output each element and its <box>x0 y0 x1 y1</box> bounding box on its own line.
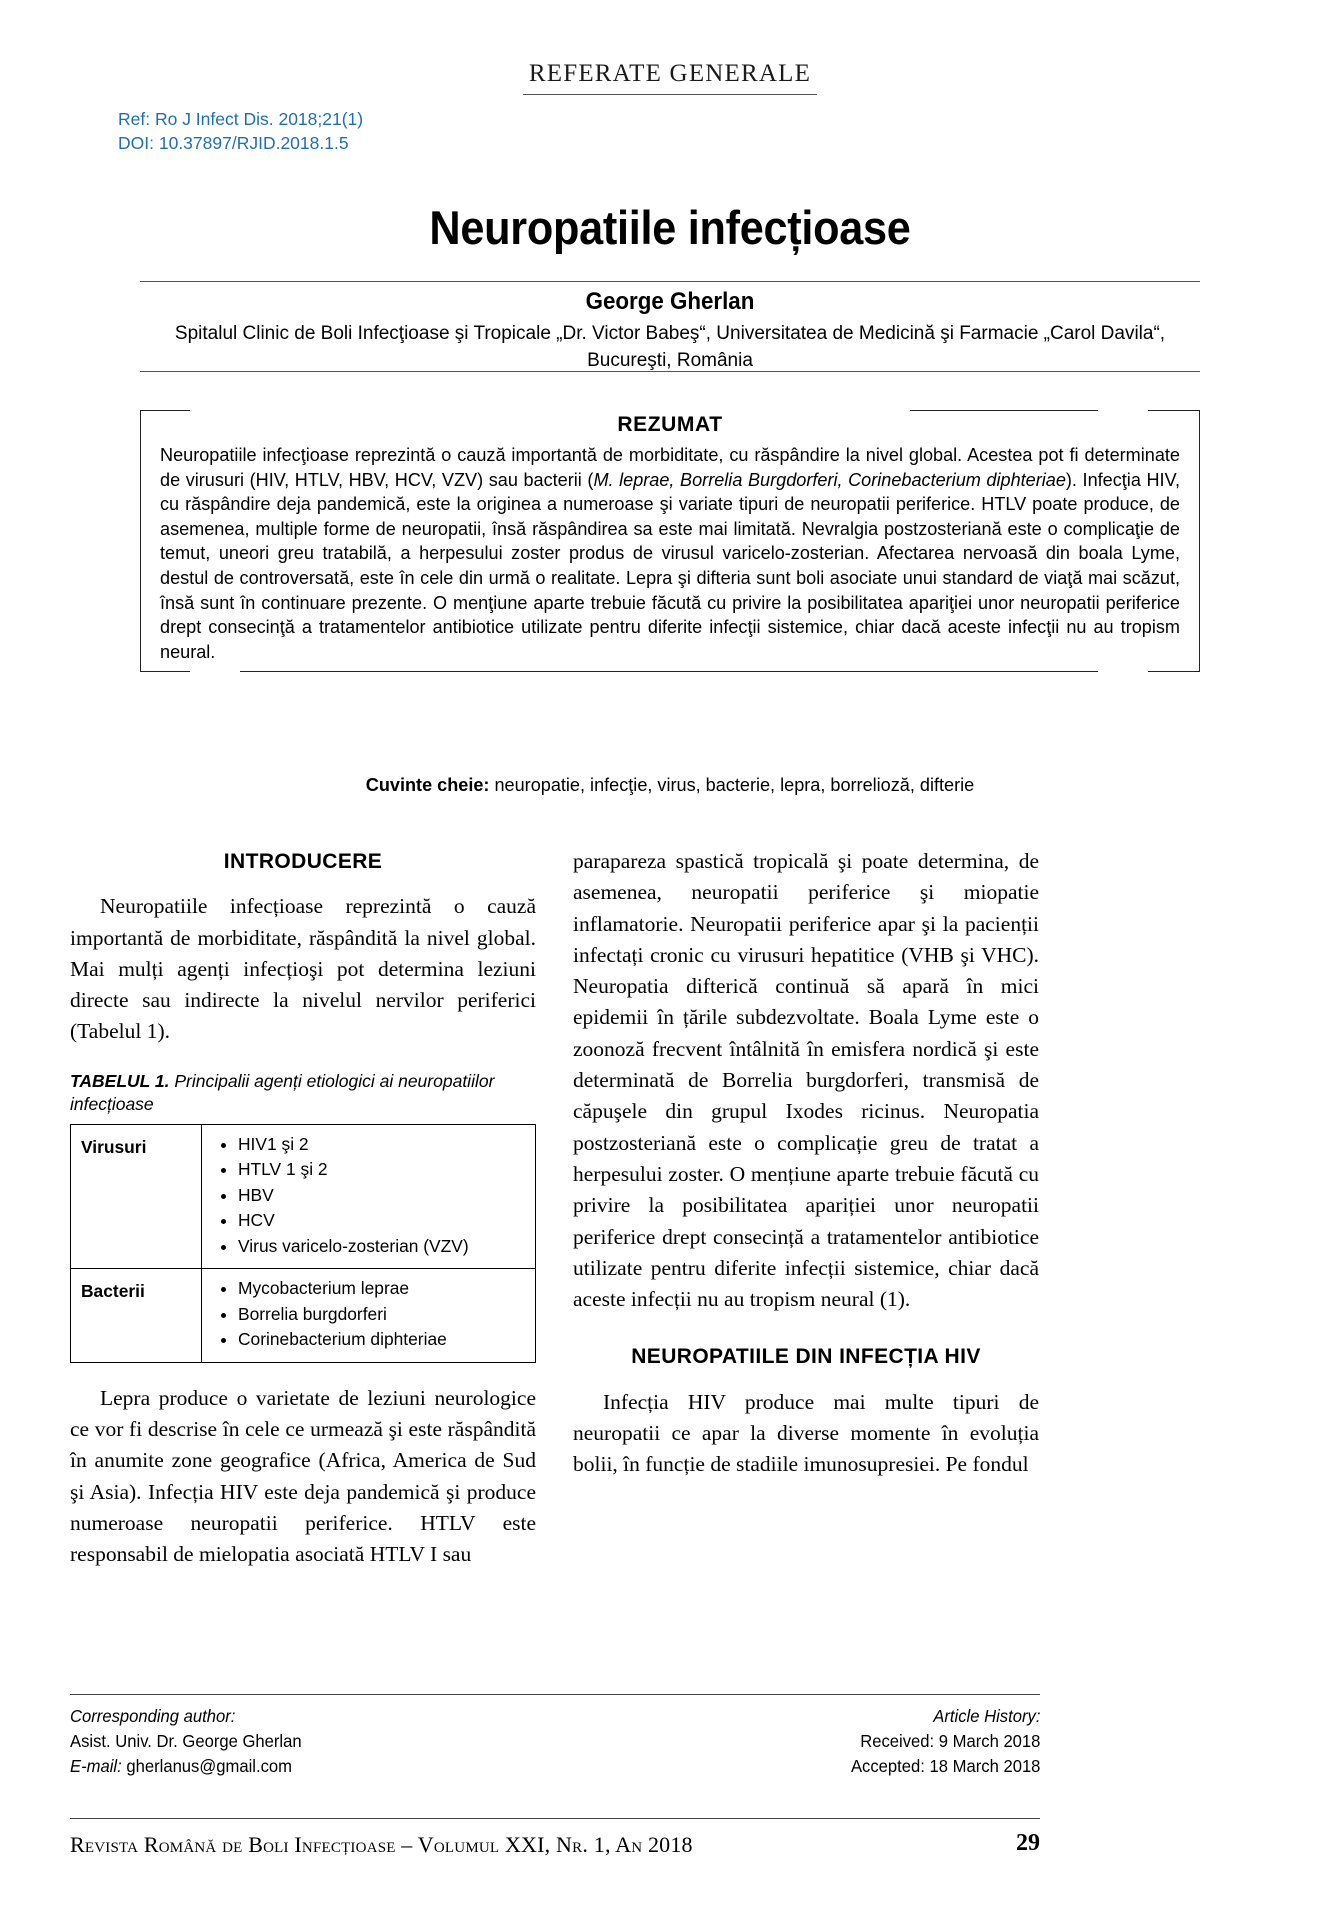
bacteria-list <box>212 1276 527 1353</box>
author-divider-bottom <box>140 371 1200 372</box>
article-received-date: Received: 9 March 2018 <box>859 1731 1040 1751</box>
abstract-corner-notch-bottom-left <box>190 668 240 674</box>
table-cell-category: Bacterii <box>71 1269 202 1363</box>
section-heading-hiv: NEUROPATIILE DIN INFECȚIA HIV <box>631 1345 981 1369</box>
paragraph-right-2: Infecția HIV produce mai multe tipuri de neuropatii ce apar la diverse momente în evoluția bolii, în funcție de stadiile imunosupresiei. Pe fondul <box>573 1389 1039 1477</box>
abstract-text-part2: ). Infecţia HIV, cu răspândire deja pandemică, este la originea a numeroase şi variate tipuri de neuropatii periferice. HTLV poate produce, de asemenea, multiple forme de neuropatii, însă răspândirea sa este mai limitată. Nevralgia postzosteriană este o complicaţie de temut, uneori greu tratabilă, a herpesului zoster produs de virusul varicelo-zosterian. Afectarea nervoasă din boala Lyme, destul de controversată, este în cele din urmă o realitate. Lepra şi difteria sunt boli asociate unui standard de viaţă mai scăzut, însă sunt în continuare prezente. O menţiune aparte trebuie făcută cu privire la posibilitatea apariţiei unor neuropatii periferice drept consecinţă a tratamentelor antibiotice utilizate pentru diferite infecţii sistemice, chiar dacă aceste infecţii nu au tropism neural. <box>160 469 1180 662</box>
list-item: • Corinebacterium diphteriae <box>238 1327 527 1353</box>
reference-citation: Ref: Ro J Infect Dis. 2018;21(1) <box>118 109 364 129</box>
author-affiliation: Spitalul Clinic de Boli Infecţioase şi Tropicale „Dr. Victor Babeş“, Universitatea de Medicină şi Farmacie „Carol Davila“, Bucureşti, România <box>174 323 1166 371</box>
footer-divider <box>70 1694 1040 1695</box>
table-cell-items <box>202 1124 536 1269</box>
page-footer-divider <box>70 1818 1040 1819</box>
list-item: • Mycobacterium leprae <box>238 1276 527 1302</box>
body-column-left <box>70 846 536 1571</box>
etiologic-agents-table <box>70 1124 536 1363</box>
corresponding-author-label: Corresponding author: <box>70 1706 236 1726</box>
abstract-corner-notch-bottom-right <box>1098 668 1148 674</box>
list-item: • Virus varicelo-zosterian (VZV) <box>238 1234 527 1260</box>
table-caption <box>70 1070 536 1116</box>
article-title: Neuropatiile infecțioase <box>429 201 911 254</box>
email-value[interactable]: gherlanus@gmail.com <box>121 1756 293 1776</box>
list-item: • HTLV 1 şi 2 <box>238 1157 527 1183</box>
author-name: George Gherlan <box>585 288 755 315</box>
corresponding-author-name: Asist. Univ. Dr. George Gherlan <box>70 1731 302 1751</box>
abstract-text-part1: Neuropatiile infecţioase reprezintă o cauză importantă de morbiditate, cu răspândire la nivel global. Acestea pot fi determinate de virusuri (HIV, HTLV, HBV, HCV, VZV) sau bacterii ( <box>160 445 1180 490</box>
table-caption-text: Principalii agenți etiologici ai neuropatiilor infecțioase <box>70 1070 495 1114</box>
abstract-species-names: M. leprae, Borrelia Burgdorferi, Corinebacterium diphteriae <box>593 469 1066 490</box>
article-accepted-date: Accepted: 18 March 2018 <box>850 1756 1040 1776</box>
reference-block <box>118 107 363 155</box>
corresponding-author-block <box>70 1704 302 1779</box>
running-head: REFERATE GENERALE <box>523 60 817 95</box>
abstract-keywords <box>160 775 1180 796</box>
list-item: • HCV <box>238 1208 527 1234</box>
abstract-text <box>160 443 1180 664</box>
list-item: • Borrelia burgdorferi <box>238 1302 527 1328</box>
keywords-value: neuropatie, infecţie, virus, bacterie, lepra, borrelioză, difterie <box>489 775 975 795</box>
table-caption-label: TABELUL 1. <box>70 1070 170 1091</box>
abstract-heading: REZUMAT <box>617 413 723 436</box>
running-head-container <box>0 60 1340 95</box>
author-divider-top <box>140 281 1200 282</box>
section-heading-introducere: INTRODUCERE <box>223 850 383 873</box>
paragraph-intro-2: Lepra produce o varietate de leziuni neurologice ce vor fi descrise în cele ce urmează şi este răspândită în anumite zone geografice (Africa, America de Sud şi Asia). Infecția HIV este deja pandemică şi produce numeroase neuropatii periferice. HTLV este responsabil de mielopatia asociată HTLV I sau <box>70 1385 536 1567</box>
page-number: 29 <box>1016 1830 1040 1856</box>
list-item: • HIV1 şi 2 <box>238 1132 527 1158</box>
table-cell-items <box>202 1269 536 1363</box>
virus-list <box>212 1132 527 1260</box>
article-history-block <box>851 1704 1040 1779</box>
paragraph-right-1: parapareza spastică tropicală şi poate determina, de asemenea, neuropatii periferice şi miopatie inflamatorie. Neuropatii periferice apar şi la pacienții infectați cronic cu virusuri hepatitice (VHB şi VHC). Neuropatia difterică continuă să apară în mici epidemii în țările subdezvoltate. Boala Lyme este o zoonoză frecvent întâlnită în emisfera nordică şi este determinată de Borrelia burgdorferi, transmisă de căpuşele din grupul Ixodes ricinus. Neuropatia postzosteriană este o complicație greu de tratat a herpesului zoster. O mențiune aparte trebuie făcută cu privire la posibilitatea apariției unor neuropatii periferice drept consecință a tratamentelor antibiotice utilizate pentru diferite infecții sistemice, chiar dacă aceste infecții nu au tropism neural (1). <box>573 849 1039 1312</box>
table-cell-category: Virusuri <box>71 1124 202 1269</box>
article-history-label: Article History: <box>932 1706 1040 1726</box>
table-row <box>71 1269 536 1363</box>
list-item: • HBV <box>238 1183 527 1209</box>
email-label: E-mail: <box>70 1756 122 1776</box>
paragraph-intro-1: Neuropatiile infecțioase reprezintă o cauză importantă de morbiditate, răspândită la nivel global. Mai mulți agenți infecțioşi pot determina leziuni directe sau indirecte la nivelul nervilor periferici (Tabelul 1). <box>70 894 536 1044</box>
reference-doi[interactable]: DOI: 10.37897/RJID.2018.1.5 <box>118 133 349 153</box>
journal-footer-line: Revista Română de Boli Infecțioase – Volumul XXI, Nr. 1, An 2018 <box>70 1832 693 1857</box>
keywords-label: Cuvinte cheie: <box>365 775 490 795</box>
body-column-right <box>573 846 1039 1481</box>
table-row <box>71 1124 536 1269</box>
